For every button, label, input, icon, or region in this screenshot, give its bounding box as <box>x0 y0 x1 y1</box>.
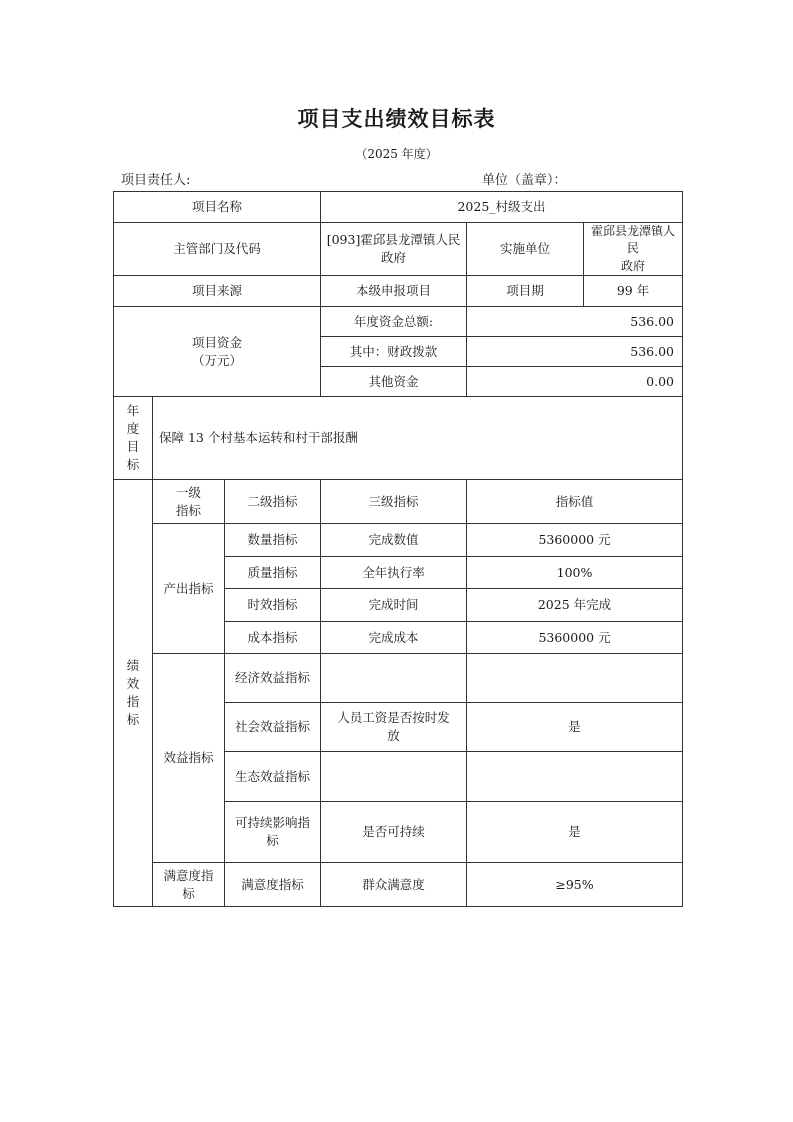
satisfaction-label <box>153 863 225 907</box>
benefit-social-l3-line2: 放 <box>387 728 400 744</box>
performance-indicators-char: 指 <box>126 694 140 710</box>
other-funds-label: 其他资金 <box>321 367 467 397</box>
header-level1 <box>153 480 225 524</box>
year-subtitle: （2025 年度） <box>355 147 438 161</box>
output-value: 5360000 元 <box>467 622 683 654</box>
row-source <box>114 276 683 307</box>
output-l3: 完成成本 <box>321 622 467 654</box>
benefit-sustain-l2-line1: 可持续影响指 <box>235 815 311 831</box>
annual-goal-text: 保障 13 个村基本运转和村干部报酬 <box>153 397 683 480</box>
project-name-label: 项目名称 <box>114 192 321 223</box>
output-l2: 成本指标 <box>225 622 321 654</box>
project-name-value: 2025_村级支出 <box>321 192 683 223</box>
satisfaction-l3: 群众满意度 <box>321 863 467 907</box>
annual-goal-label-char: 年 <box>126 402 140 418</box>
benefit-sustain-value: 是 <box>467 802 683 863</box>
satisfaction-label-line1: 满意度指 <box>163 867 214 883</box>
row-project-name <box>114 192 683 223</box>
project-source-value: 本级申报项目 <box>321 276 467 307</box>
output-value: 2025 年完成 <box>467 589 683 622</box>
row-department <box>114 223 683 276</box>
page-title: 项目支出绩效目标表 <box>297 107 496 131</box>
benefit-economic-value <box>467 654 683 703</box>
performance-target-table <box>113 191 683 907</box>
benefit-ecological-l3 <box>321 752 467 802</box>
annual-goal-label-char: 标 <box>126 457 140 473</box>
row-output-quantity <box>114 524 683 557</box>
annual-goal-label <box>114 397 153 480</box>
impl-unit-value-line1: 霍邱县龙潭镇人民 <box>591 224 676 256</box>
header-value: 指标值 <box>467 480 683 524</box>
total-funds-label: 年度资金总额: <box>321 307 467 337</box>
benefit-economic-l2: 经济效益指标 <box>225 654 321 703</box>
benefit-indicators-label: 效益指标 <box>153 654 225 863</box>
output-l2: 数量指标 <box>225 524 321 557</box>
output-l3: 完成数值 <box>321 524 467 557</box>
output-l2: 时效指标 <box>225 589 321 622</box>
satisfaction-l2: 满意度指标 <box>225 863 321 907</box>
project-funds-label <box>114 307 321 397</box>
benefit-social-value: 是 <box>467 703 683 752</box>
performance-indicators-label <box>114 480 153 907</box>
benefit-social-l2: 社会效益指标 <box>225 703 321 752</box>
performance-indicators-char: 效 <box>126 676 140 692</box>
dept-value: [093]霍邱县龙潭镇人民政府 <box>321 223 467 276</box>
impl-unit-label: 实施单位 <box>467 223 584 276</box>
project-period-value: 99 年 <box>584 276 683 307</box>
impl-unit-value <box>584 223 683 276</box>
output-value: 5360000 元 <box>467 524 683 557</box>
output-indicators-label: 产出指标 <box>153 524 225 654</box>
performance-indicators-char: 标 <box>126 712 140 728</box>
project-source-label: 项目来源 <box>114 276 321 307</box>
benefit-ecological-l2: 生态效益指标 <box>225 752 321 802</box>
fiscal-funds-label: 其中：财政拨款 <box>321 337 467 367</box>
impl-unit-value-line2: 政府 <box>621 258 646 273</box>
benefit-economic-l3 <box>321 654 467 703</box>
row-satisfaction <box>114 863 683 907</box>
row-funds-total <box>114 307 683 337</box>
dept-label: 主管部门及代码 <box>114 223 321 276</box>
benefit-sustain-l3: 是否可持续 <box>321 802 467 863</box>
benefit-social-l3 <box>321 703 467 752</box>
header-level1-line1: 一级 <box>175 484 201 500</box>
unit-seal-label: 单位（盖章）： <box>482 173 567 188</box>
other-funds-value: 0.00 <box>467 367 683 397</box>
total-funds-value: 536.00 <box>467 307 683 337</box>
responsible-person-label: 项目责任人: <box>121 173 191 188</box>
row-indicator-header <box>114 480 683 524</box>
satisfaction-value: ≥95% <box>467 863 683 907</box>
row-benefit-economic <box>114 654 683 703</box>
output-l2: 质量指标 <box>225 557 321 589</box>
output-l3: 全年执行率 <box>321 557 467 589</box>
header-level1-line2: 指标 <box>175 502 201 518</box>
project-funds-label-line1: 项目资金 <box>192 334 243 350</box>
performance-indicators-char: 绩 <box>126 657 140 673</box>
benefit-sustain-l2-line2: 标 <box>266 833 279 849</box>
header-level3: 三级指标 <box>321 480 467 524</box>
benefit-ecological-value <box>467 752 683 802</box>
header-level2: 二级指标 <box>225 480 321 524</box>
project-funds-label-line2: （万元） <box>192 352 243 368</box>
fiscal-funds-value: 536.00 <box>467 337 683 367</box>
row-annual-goal <box>114 397 683 480</box>
benefit-sustain-l2 <box>225 802 321 863</box>
annual-goal-label-char: 度 <box>126 421 140 437</box>
output-value: 100% <box>467 557 683 589</box>
benefit-social-l3-line1: 人员工资是否按时发 <box>337 710 450 726</box>
satisfaction-label-line2: 标 <box>182 885 195 901</box>
output-l3: 完成时间 <box>321 589 467 622</box>
project-period-label: 项目期 <box>467 276 584 307</box>
annual-goal-label-char: 目 <box>126 439 140 455</box>
